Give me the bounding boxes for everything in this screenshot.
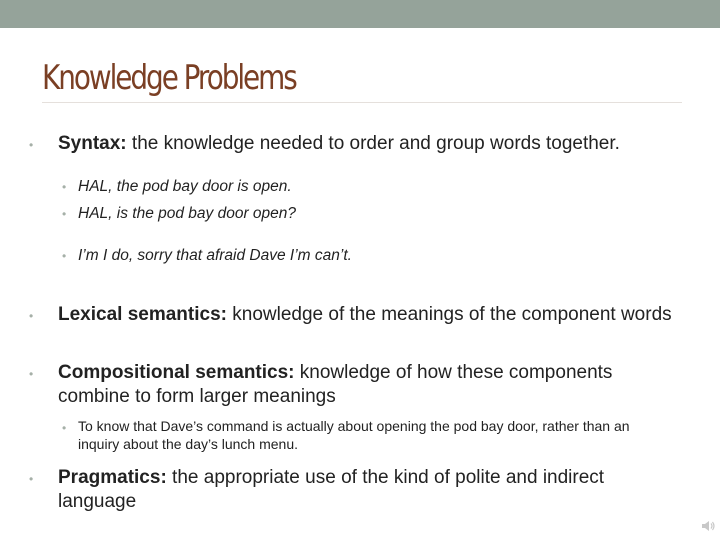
example-text: HAL, the pod bay door is open.: [78, 178, 292, 195]
slide-title: Knowledge Problems: [42, 58, 296, 98]
bullet-dot: •: [62, 207, 67, 221]
bullet-term: Lexical semantics:: [58, 304, 227, 325]
top-bar: [0, 0, 720, 28]
title-divider: [42, 102, 682, 103]
note-text: To know that Dave’s command is actually about opening the pod bay door, rather than an inquiry about the day’s lunch menu.: [78, 418, 630, 452]
bullet-term: Pragmatics:: [58, 467, 167, 488]
compositional-note: [62, 418, 662, 453]
bullet-term: Compositional semantics:: [58, 362, 295, 383]
bullet-text: the appropriate use of the kind of polite and indirect language: [58, 467, 605, 512]
bullet-term: Syntax:: [58, 133, 127, 154]
bullet-dot: •: [29, 472, 34, 486]
example-text: I’m I do, sorry that afraid Dave I’m can’t.: [78, 247, 352, 264]
bullet-dot: •: [29, 138, 34, 152]
bullet-lexical-semantics: [29, 303, 684, 327]
bullet-dot: •: [29, 309, 34, 323]
bullet-text: the knowledge needed to order and group words together.: [126, 133, 620, 154]
bullet-pragmatics: [29, 466, 684, 514]
bullet-dot: •: [62, 421, 67, 435]
bullet-compositional-semantics: [29, 361, 684, 409]
bullet-text: knowledge of the meanings of the component words: [226, 304, 672, 325]
example-text: HAL, is the pod bay door open?: [78, 205, 297, 222]
bullet-text: knowledge of how these components combine to form larger meanings: [58, 362, 613, 407]
speaker-icon[interactable]: [700, 518, 716, 534]
bullet-dot: •: [62, 249, 67, 263]
bullet-syntax: [29, 132, 684, 156]
example-2: [62, 204, 296, 223]
bullet-dot: •: [62, 180, 67, 194]
bullet-dot: •: [29, 367, 34, 381]
example-3: [62, 246, 352, 265]
example-1: [62, 177, 292, 196]
